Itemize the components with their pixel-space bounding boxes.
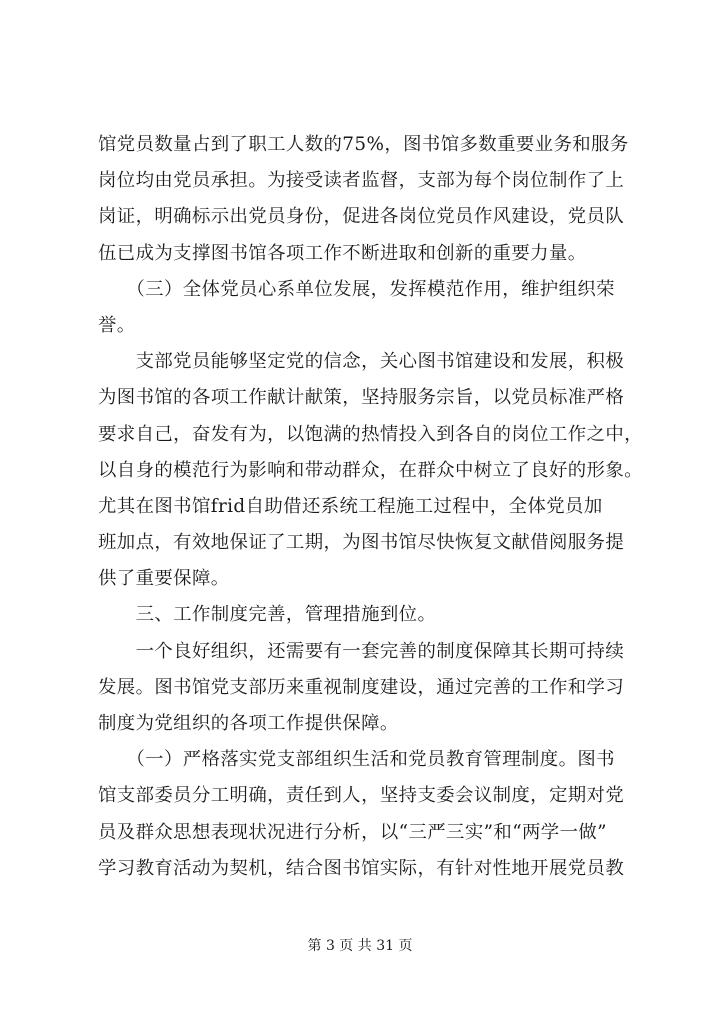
- section-heading-line: 三、工作制度完善，管理措施到位。: [98, 604, 437, 626]
- text-line: 供了重要保障。: [98, 568, 230, 590]
- document-body: [98, 127, 643, 887]
- text-line: 员及群众思想表现状况进行分析，以“三严三实”和“两学一做”: [98, 821, 607, 843]
- text-line: 一个良好组织，还需要有一套完善的制度保障其长期可持续: [98, 640, 625, 662]
- text-line: 伍已成为支撑图书馆各项工作不断进取和创新的重要力量。: [98, 242, 587, 264]
- text-line: 支部党员能够坚定党的信念，关心图书馆建设和发展，积极: [98, 351, 625, 373]
- text-line: 尤其在图书馆frid自助借还系统工程施工过程中，全体党员加: [98, 495, 603, 517]
- text-line: 制度为党组织的各项工作提供保障。: [98, 713, 399, 734]
- section-heading-line: 誉。: [98, 314, 136, 336]
- text-line: 馆党员数量占到了职工人数的75%，图书馆多数重要业务和服务: [98, 134, 629, 155]
- text-line: 以自身的模范行为影响和带动群众，在群众中树立了良好的形象。: [98, 459, 643, 481]
- text-line: 要求自己，奋发有为，以饱满的热情投入到各自的岗位工作之中，: [98, 423, 643, 445]
- text-line: 馆支部委员分工明确，责任到人，坚持支委会议制度，定期对党: [98, 785, 625, 807]
- text-line: 岗证，明确标示出党员身份，促进各岗位党员作风建设，党员队: [98, 206, 625, 228]
- text-line: 学习教育活动为契机，结合图书馆实际，有针对性地开展党员教: [98, 857, 625, 879]
- section-heading-line: （三）全体党员心系单位发展，发挥模范作用，维护组织荣: [98, 278, 615, 300]
- section-heading-line: （一）严格落实党支部组织生活和党员教育管理制度。图书: [98, 749, 615, 771]
- text-line: 岗位均由党员承担。为接受读者监督，支部为每个岗位制作了上: [98, 170, 625, 192]
- text-line: 班加点，有效地保证了工期，为图书馆尽快恢复文献借阅服务提: [98, 532, 625, 554]
- page-number-footer: 第 3 页 共 31 页: [307, 938, 413, 954]
- text-line: 发展。图书馆党支部历来重视制度建设，通过完善的工作和学习: [98, 676, 625, 698]
- text-line: 为图书馆的各项工作献计献策，坚持服务宗旨，以党员标准严格: [98, 387, 625, 409]
